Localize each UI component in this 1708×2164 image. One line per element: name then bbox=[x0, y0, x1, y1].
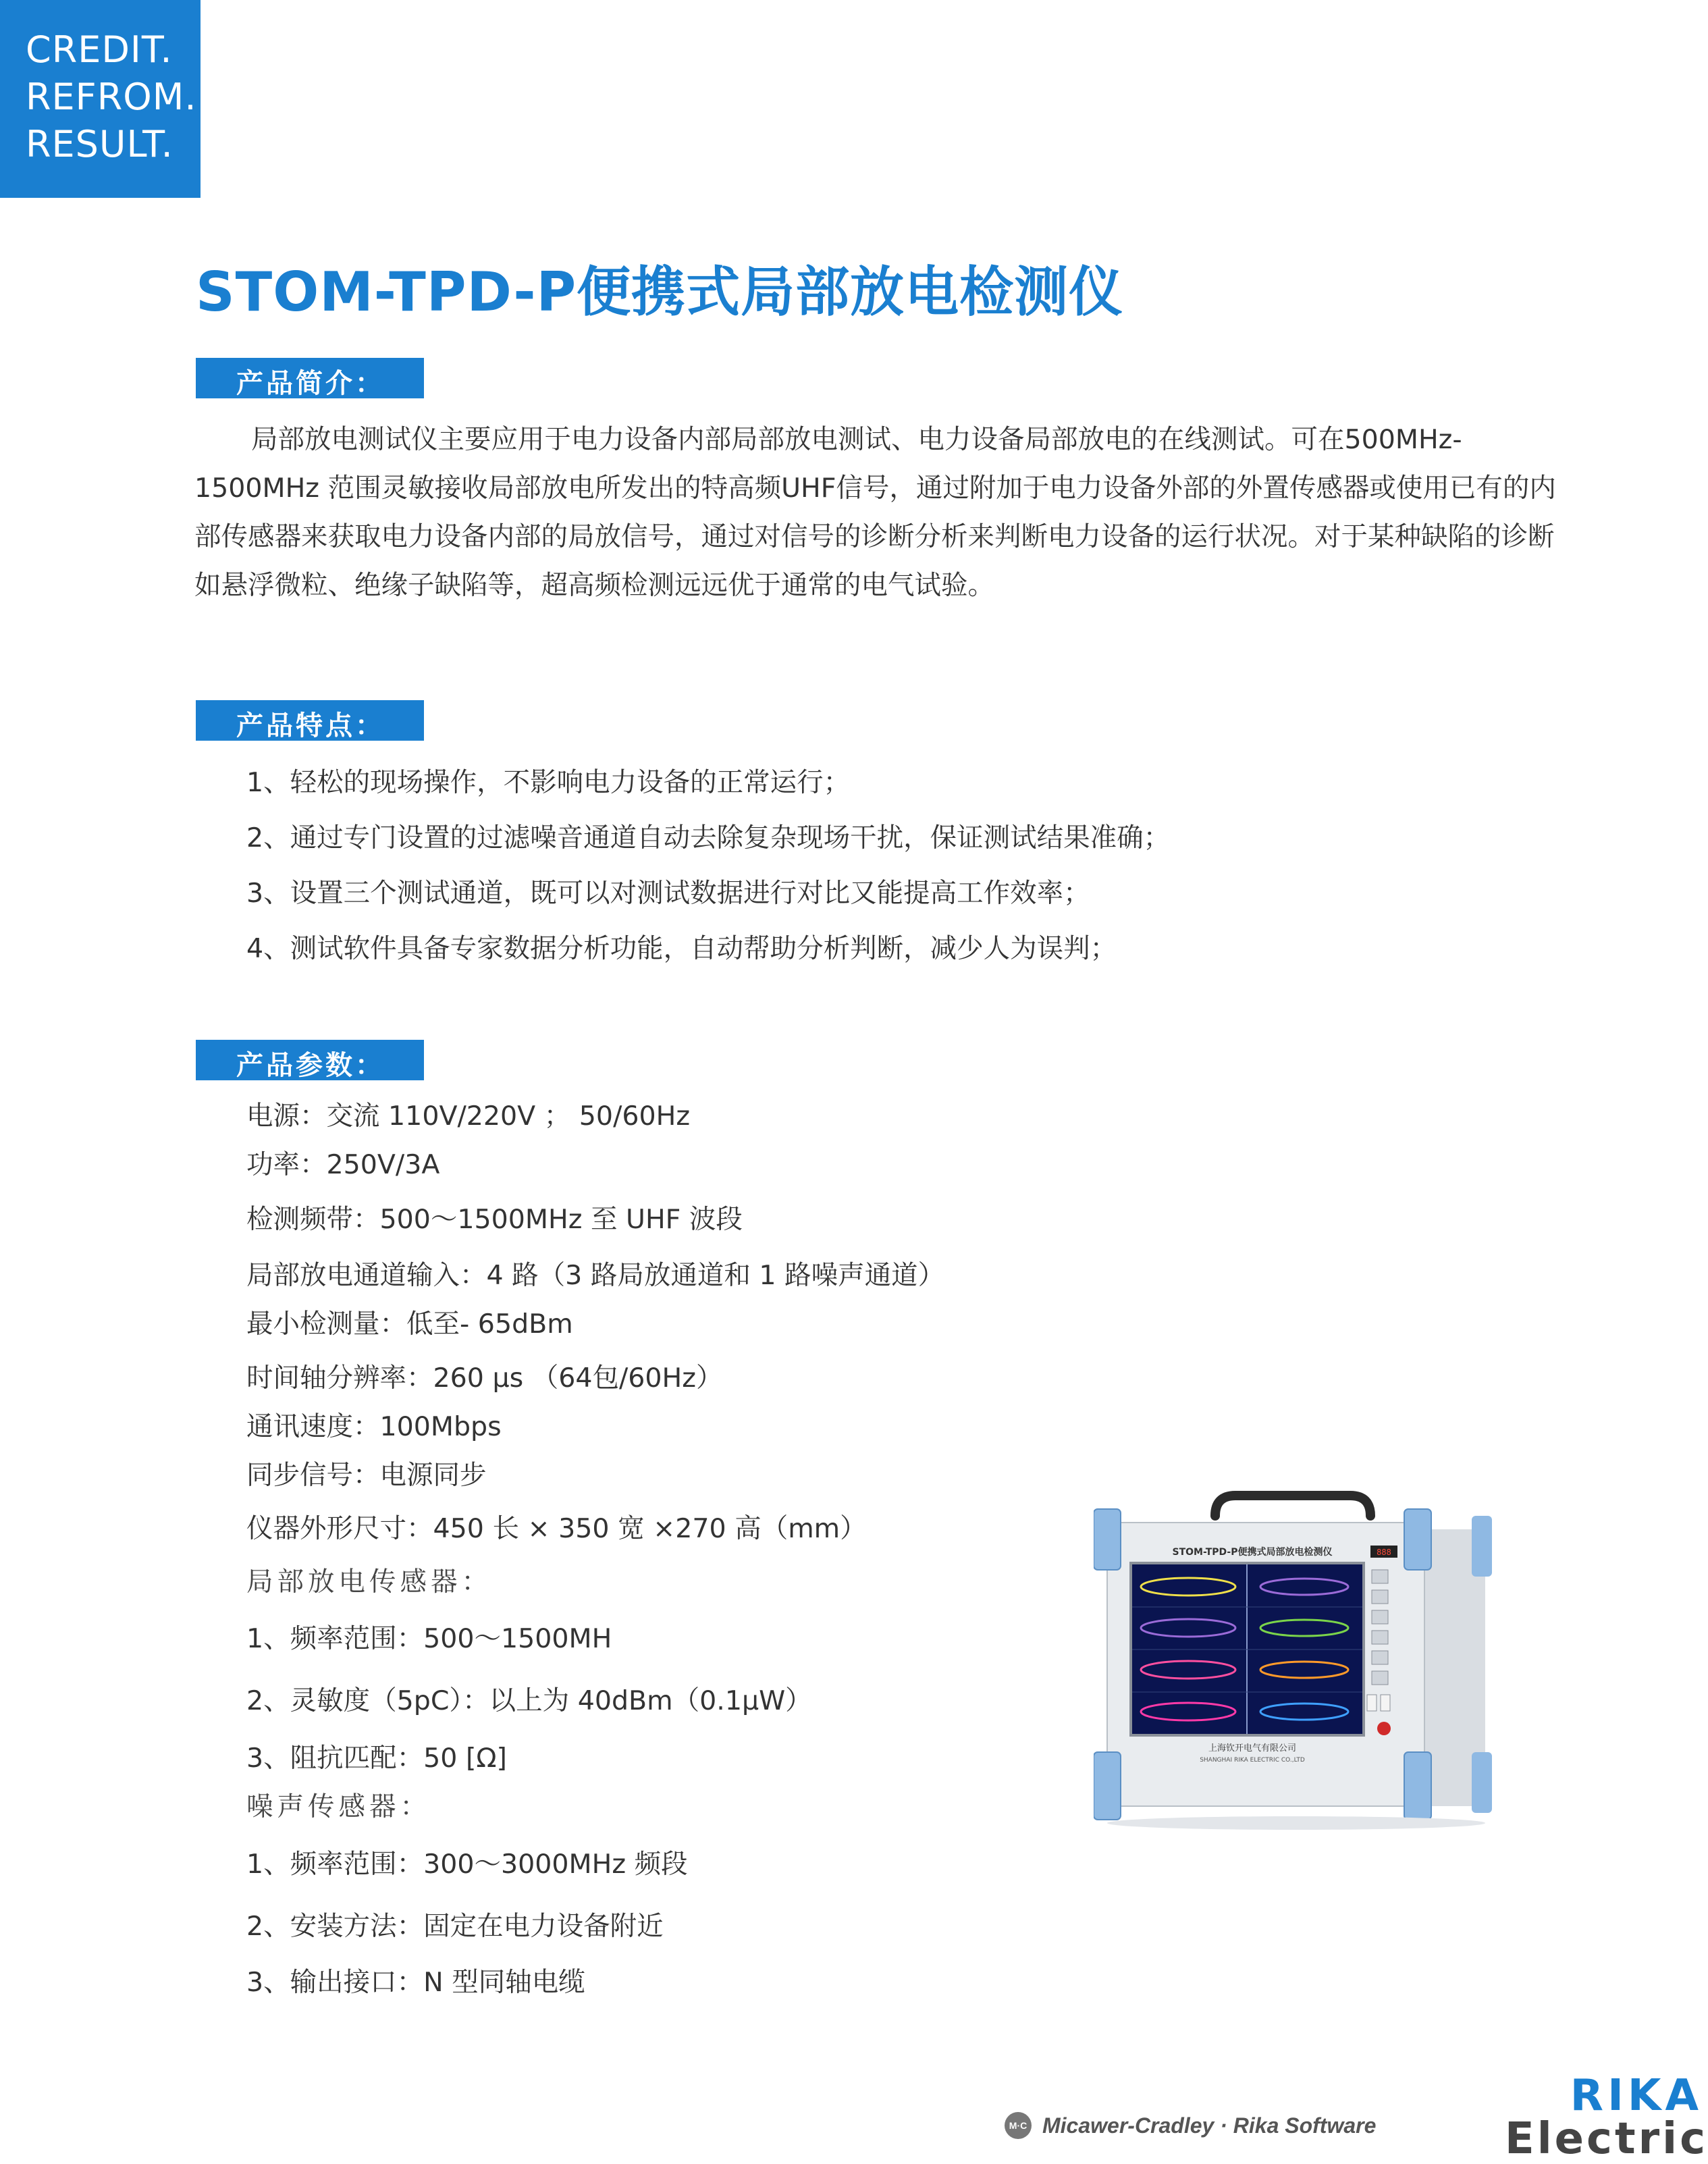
page-title: STOM-TPD-P便携式局部放电检测仪 bbox=[196, 261, 1124, 323]
device-photo bbox=[1094, 1489, 1512, 1833]
noise-sensor-item: 2、安装方法：固定在电力设备附近 bbox=[246, 1911, 664, 1942]
corner-badge bbox=[0, 0, 201, 198]
corner-badge-line-2: REFROM. bbox=[26, 76, 197, 118]
section-heading-intro-label: 产品简介： bbox=[236, 368, 385, 399]
noise-sensor-item: 3、输出接口：N 型同轴电缆 bbox=[246, 1967, 585, 1998]
device-panel-title: STOM-TPD-P便携式局部放电检测仪 bbox=[1172, 1547, 1333, 1558]
param-item: 仪器外形尺寸：450 长 × 350 宽 ×270 高（mm） bbox=[246, 1513, 867, 1544]
param-item: 检测频带：500～1500MHz 至 UHF 波段 bbox=[246, 1204, 743, 1235]
pd-sensor-item: 1、频率范围：500～1500MH bbox=[246, 1623, 612, 1654]
feature-item: 2、通过专门设置的过滤噪音通道自动去除复杂现场干扰，保证测试结果准确； bbox=[246, 822, 1171, 853]
feature-item: 4、测试软件具备专家数据分析功能，自动帮助分析判断，减少人为误判； bbox=[246, 933, 1117, 964]
section-heading-intro bbox=[196, 358, 424, 398]
device-maker-en: SHANGHAI RIKA ELECTRIC CO.,LTD bbox=[1200, 1757, 1305, 1764]
section-heading-features bbox=[196, 700, 424, 741]
rika-logo-line-1: RIKA bbox=[1570, 2071, 1703, 2121]
section-heading-params bbox=[196, 1040, 424, 1080]
param-item: 电源：交流 110V/220V ； 50/60Hz bbox=[246, 1101, 691, 1132]
feature-item: 1、轻松的现场操作，不影响电力设备的正常运行； bbox=[246, 767, 851, 798]
param-item: 时间轴分辨率：260 μs （64包/60Hz） bbox=[246, 1363, 723, 1394]
pd-sensor-heading: 局部放电传感器： bbox=[246, 1566, 492, 1598]
param-item: 功率：250V/3A bbox=[246, 1149, 440, 1180]
rika-logo-line-2: Electric bbox=[1504, 2114, 1708, 2164]
footer-brand-line: Micawer-Cradley · Rika Software bbox=[1042, 2113, 1377, 2138]
section-heading-features-label: 产品特点： bbox=[236, 710, 385, 741]
device-maker-cn: 上海钦开电气有限公司 bbox=[1208, 1743, 1297, 1753]
param-item: 局部放电通道输入：4 路（3 路局放通道和 1 路噪声通道） bbox=[246, 1260, 945, 1291]
param-item: 通讯速度：100Mbps bbox=[246, 1411, 502, 1442]
pd-sensor-item: 3、阻抗匹配：50 [Ω] bbox=[246, 1743, 507, 1774]
section-heading-params-label: 产品参数： bbox=[236, 1050, 385, 1081]
intro-paragraph: 局部放电测试仪主要应用于电力设备内部局部放电测试、电力设备局部放电的在线测试。可在500MHz-1500MHz 范围灵敏接收局部放电所发出的特高频UHF信号，通过附加于电力设备外部的外置传感器或使用已有的内部传感器来获取电力设备内部的局放信号，通过对信号的诊断分析来判断电力设备的运行状况。对于某种缺陷的诊断如悬浮微粒、绝缘子缺陷等，超高频检测远远优于通常的电气试验。 bbox=[194, 424, 1556, 601]
feature-item: 3、设置三个测试通道，既可以对测试数据进行对比又能提高工作效率； bbox=[246, 878, 1090, 909]
noise-sensor-heading: 噪声传感器： bbox=[246, 1791, 431, 1822]
device-display-digits: 888 bbox=[1377, 1548, 1391, 1557]
corner-badge-line-3: RESULT. bbox=[26, 123, 174, 165]
pd-sensor-item: 2、灵敏度（5pC）：以上为 40dBm（0.1μW） bbox=[246, 1685, 812, 1716]
param-item: 同步信号：电源同步 bbox=[246, 1460, 487, 1491]
param-item: 最小检测量：低至- 65dBm bbox=[246, 1309, 573, 1340]
micawer-cradley-logo: M·C bbox=[1005, 2112, 1032, 2139]
corner-badge-line-1: CREDIT. bbox=[26, 28, 173, 71]
noise-sensor-item: 1、频率范围：300～3000MHz 频段 bbox=[246, 1849, 688, 1880]
rika-electric-logo bbox=[1504, 2071, 1708, 2164]
